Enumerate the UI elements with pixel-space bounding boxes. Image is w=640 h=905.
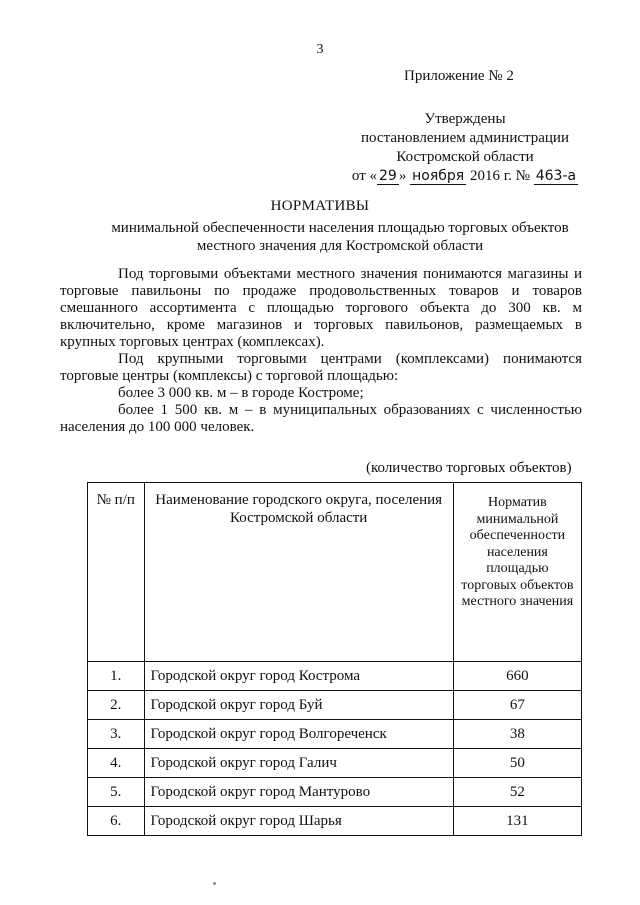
body-text: [60, 266, 582, 436]
row-name: Городской округ город Кострома: [144, 662, 453, 691]
row-value: 50: [453, 749, 581, 778]
table-header: [88, 483, 582, 662]
table-row: [88, 778, 582, 807]
table-row: [88, 807, 582, 836]
paragraph-3: более 3 000 кв. м – в городе Костроме;: [118, 385, 364, 401]
row-name: Городской округ город Галич: [144, 749, 453, 778]
decree-number: 463-а: [535, 168, 577, 184]
row-no: 5.: [88, 778, 145, 807]
norms-table: [87, 482, 582, 836]
row-no: 2.: [88, 691, 145, 720]
row-name: Городской округ город Мантурово: [144, 778, 453, 807]
row-no: 6.: [88, 807, 145, 836]
appendix-label: Приложение № 2: [404, 68, 514, 84]
paragraph-2: Под крупными торговыми центрами (комплексами) понимаются торговые центры (комплексы) с торговой площадью:: [60, 351, 582, 384]
row-name: Городской округ город Буй: [144, 691, 453, 720]
date-month: ноября: [412, 168, 465, 184]
document-title: НОРМАТИВЫ: [270, 198, 370, 214]
table-row: [88, 749, 582, 778]
row-value: 67: [453, 691, 581, 720]
table-row: [88, 662, 582, 691]
row-value: 38: [453, 720, 581, 749]
paragraph-4: более 1 500 кв. м – в муниципальных образованиях с численностью населения до 100 000 человек.: [60, 402, 582, 435]
header-norm: Норматив минимальной обеспеченности населения площадью торговых объектов местного значения: [453, 483, 581, 662]
date-prefix: от «: [351, 168, 378, 184]
approval-date: [330, 167, 600, 186]
quantity-note: (количество торговых объектов): [366, 460, 572, 476]
approval-line1: Утверждены: [424, 111, 506, 127]
row-value: 660: [453, 662, 581, 691]
row-no: 1.: [88, 662, 145, 691]
scan-speck: [213, 882, 216, 885]
date-year: 2016 г. №: [469, 168, 530, 184]
row-value: 131: [453, 807, 581, 836]
approval-block: [330, 110, 600, 186]
table-row: [88, 691, 582, 720]
page-number: 3: [316, 42, 324, 57]
subtitle-line2: местного значения для Костромской области: [196, 238, 484, 254]
row-name: Городской округ город Волгореченск: [144, 720, 453, 749]
date-mid: »: [398, 168, 407, 184]
header-name: Наименование городского округа, поселения Костромской области: [144, 483, 453, 662]
row-name: Городской округ город Шарья: [144, 807, 453, 836]
table-row: [88, 720, 582, 749]
date-day: 29: [379, 168, 397, 184]
approval-line2: постановлением администрации: [361, 130, 569, 146]
row-no: 4.: [88, 749, 145, 778]
document-subtitle: [60, 219, 620, 255]
subtitle-line1: минимальной обеспеченности населения площадью торговых объектов: [111, 220, 569, 236]
row-no: 3.: [88, 720, 145, 749]
paragraph-1: Под торговыми объектами местного значения понимаются магазины и торговые павильоны по продаже продовольственных товаров и товаров смешанного ассортимента с площадью торгового объекта до 300 кв. м включительно, кроме магазинов и торговых павильонов, размещаемых в крупных торговых центрах (комплексах).: [60, 266, 582, 350]
row-value: 52: [453, 778, 581, 807]
header-no: № п/п: [88, 483, 145, 662]
approval-line3: Костромской области: [396, 149, 534, 165]
